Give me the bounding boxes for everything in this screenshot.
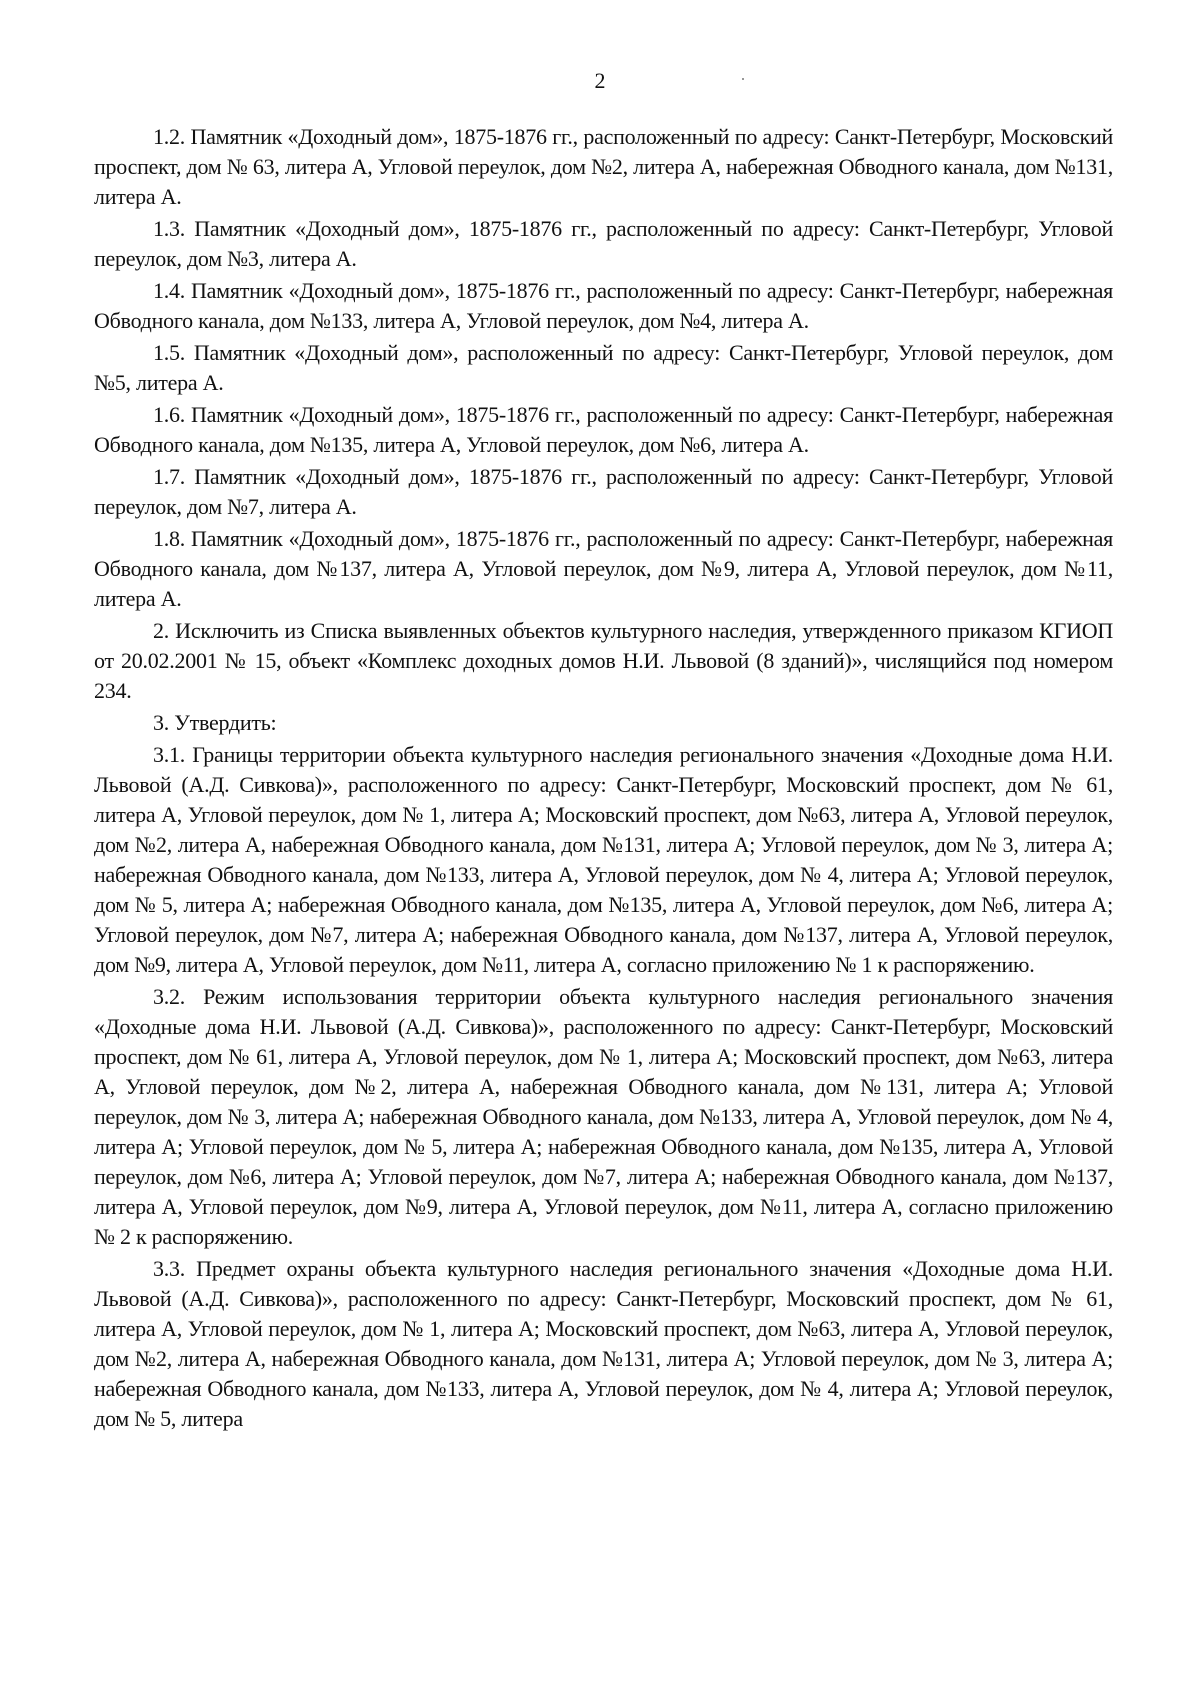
paragraph-1-3: 1.3. Памятник «Доходный дом», 1875-1876 гг., расположенный по адресу: Санкт-Петербург, Угловой переулок, дом №3, литера А. xyxy=(94,216,1113,271)
paragraph-2: 2. Исключить из Списка выявленных объектов культурного наследия, утвержденного приказом КГИОП от 20.02.2001 № 15, объект «Комплекс доходных домов Н.И. Львовой (8 зданий)», числящийся под номером 234. xyxy=(94,618,1113,703)
paragraph-3-3: 3.3. Предмет охраны объекта культурного наследия регионального значения «Доходные дома Н.И. Львовой (А.Д. Сивкова)», расположенного по адресу: Санкт-Петербург, Московский проспект, дом № 61, литера А, Угловой переулок, дом № 1, литера А; Московский проспект, дом №63, литера А, Угловой переулок, дом №2, литера А, набережная Обводного канала, дом №131, литера А; Угловой переулок, дом № 3, литера А; набережная Обводного канала, дом №133, литера А, Угловой переулок, дом № 4, литера А; Угловой переулок, дом № 5, литера xyxy=(94,1256,1113,1431)
paragraph-1-7: 1.7. Памятник «Доходный дом», 1875-1876 гг., расположенный по адресу: Санкт-Петербург, Угловой переулок, дом №7, литера А. xyxy=(94,464,1113,519)
scan-speck xyxy=(742,78,744,80)
document-body xyxy=(94,122,1113,1436)
paragraph-1-4: 1.4. Памятник «Доходный дом», 1875-1876 гг., расположенный по адресу: Санкт-Петербург, набережная Обводного канала, дом №133, литера А, Угловой переулок, дом №4, литера А. xyxy=(94,278,1113,333)
paragraph-1-2: 1.2. Памятник «Доходный дом», 1875-1876 гг., расположенный по адресу: Санкт-Петербург, Московский проспект, дом № 63, литера А, Угловой переулок, дом №2, литера А, набережная Обводного канала, дом №131, литера А. xyxy=(94,124,1113,209)
paragraph-1-8: 1.8. Памятник «Доходный дом», 1875-1876 гг., расположенный по адресу: Санкт-Петербург, набережная Обводного канала, дом №137, литера А, Угловой переулок, дом №9, литера А, Угловой переулок, дом №11, литера А. xyxy=(94,526,1113,611)
paragraph-3-2: 3.2. Режим использования территории объекта культурного наследия регионального значения «Доходные дома Н.И. Львовой (А.Д. Сивкова)», расположенного по адресу: Санкт-Петербург, Московский проспект, дом № 61, литера А, Угловой переулок, дом № 1, литера А; Московский проспект, дом №63, литера А, Угловой переулок, дом №2, литера А, набережная Обводного канала, дом №131, литера А; Угловой переулок, дом № 3, литера А; набережная Обводного канала, дом №133, литера А, Угловой переулок, дом № 4, литера А; Угловой переулок, дом № 5, литера А; набережная Обводного канала, дом №135, литера А, Угловой переулок, дом №6, литера А; Угловой переулок, дом №7, литера А; набережная Обводного канала, дом №137, литера А, Угловой переулок, дом №9, литера А, Угловой переулок, дом №11, литера А, согласно приложению № 2 к распоряжению. xyxy=(94,984,1113,1249)
page-number: 2 xyxy=(594,68,606,93)
paragraph-1-5: 1.5. Памятник «Доходный дом», расположенный по адресу: Санкт-Петербург, Угловой переулок, дом №5, литера А. xyxy=(94,340,1113,395)
paragraph-3-1: 3.1. Границы территории объекта культурного наследия регионального значения «Доходные дома Н.И. Львовой (А.Д. Сивкова)», расположенного по адресу: Санкт-Петербург, Московский проспект, дом № 61, литера А, Угловой переулок, дом № 1, литера А; Московский проспект, дом №63, литера А, Угловой переулок, дом №2, литера А, набережная Обводного канала, дом №131, литера А; Угловой переулок, дом № 3, литера А; набережная Обводного канала, дом №133, литера А, Угловой переулок, дом № 4, литера А; Угловой переулок, дом № 5, литера А; набережная Обводного канала, дом №135, литера А, Угловой переулок, дом №6, литера А; Угловой переулок, дом №7, литера А; набережная Обводного канала, дом №137, литера А, Угловой переулок, дом №9, литера А, Угловой переулок, дом №11, литера А, согласно приложению № 1 к распоряжению. xyxy=(94,742,1113,977)
paragraph-3: 3. Утвердить: xyxy=(153,710,277,735)
paragraph-1-6: 1.6. Памятник «Доходный дом», 1875-1876 гг., расположенный по адресу: Санкт-Петербург, набережная Обводного канала, дом №135, литера А, Угловой переулок, дом №6, литера А. xyxy=(94,402,1113,457)
